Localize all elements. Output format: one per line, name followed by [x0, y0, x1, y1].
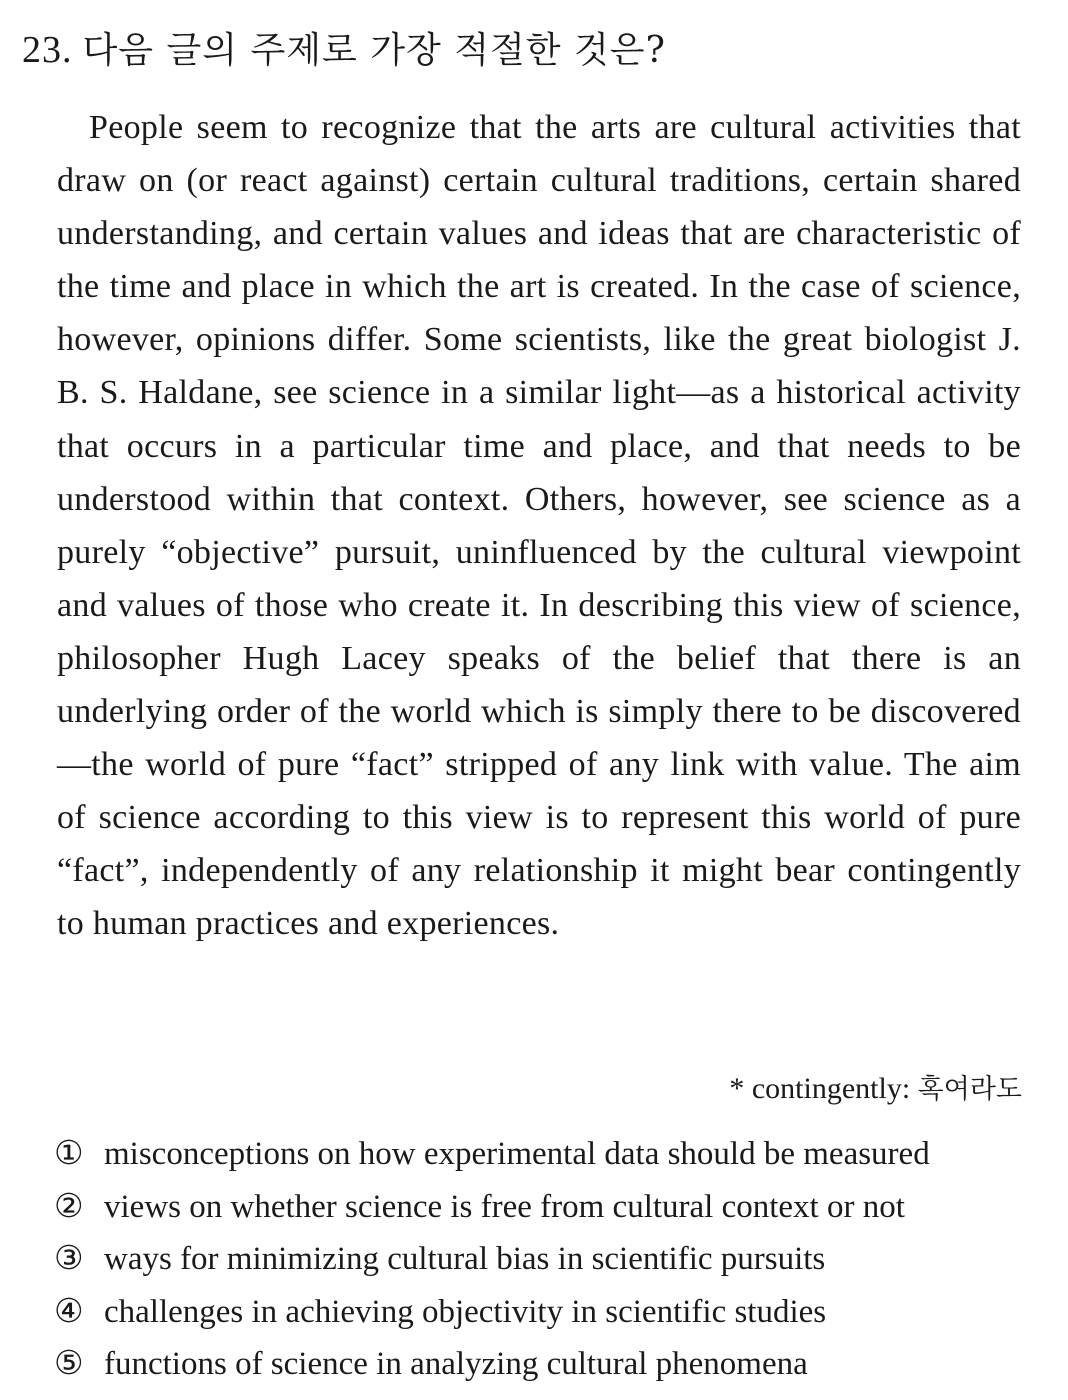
option-marker: ⑤ [54, 1346, 84, 1382]
option-text: functions of science in analyzing cultural phenomena [104, 1346, 808, 1382]
answer-option-4[interactable] [54, 1286, 1044, 1339]
option-marker: ① [54, 1136, 84, 1172]
answer-option-2[interactable] [54, 1181, 1044, 1234]
answer-option-1[interactable] [54, 1128, 1044, 1181]
footnote-term: * contingently: [729, 1072, 911, 1105]
option-marker: ④ [54, 1293, 84, 1330]
answer-option-3[interactable] [54, 1233, 1044, 1286]
footnote-gloss: 혹여라도 [917, 1074, 1022, 1105]
question-title [22, 24, 666, 77]
option-marker: ② [54, 1188, 84, 1225]
answer-option-5[interactable] [54, 1338, 1044, 1391]
option-marker: ③ [54, 1241, 84, 1277]
option-text: views on whether science is free from cultural context or not [104, 1188, 905, 1225]
option-text: challenges in achieving objectivity in scientific studies [104, 1293, 827, 1330]
footnote [729, 1066, 1022, 1113]
answer-options [54, 1128, 1044, 1391]
reading-passage: People seem to recognize that the arts are cultural activities that draw on (or react against) certain cultural traditions, certain shared understanding, and certain values and ideas that are characteristic of the time and place in which the art is created. In the case of science, however, opinions differ. Some scientists, like the great biologist J. B. S. Haldane, see science in a similar light—as a historical activity that occurs in a particular time and place, and that needs to be understood within that context. Others, however, see science as a purely “objective” pursuit, uninfluenced by the cultural viewpoint and values of those who create it. In describing this view of science, philosopher Hugh Lacey speaks of the belief that there is an underlying order of the world which is simply there to be discovered—the world of pure “fact” stripped of any link with value. The aim of science according to this view is to represent this world of pure “fact”, independently of any relationship it might bear contingently to human practices and experiences. [57, 109, 1021, 943]
question-prompt: 다음 글의 주제로 가장 적절한 것은? [82, 30, 666, 71]
option-text: ways for minimizing cultural bias in scientific pursuits [104, 1241, 826, 1277]
question-number: 23. [22, 29, 73, 71]
option-text: misconceptions on how experimental data should be measured [104, 1136, 930, 1172]
